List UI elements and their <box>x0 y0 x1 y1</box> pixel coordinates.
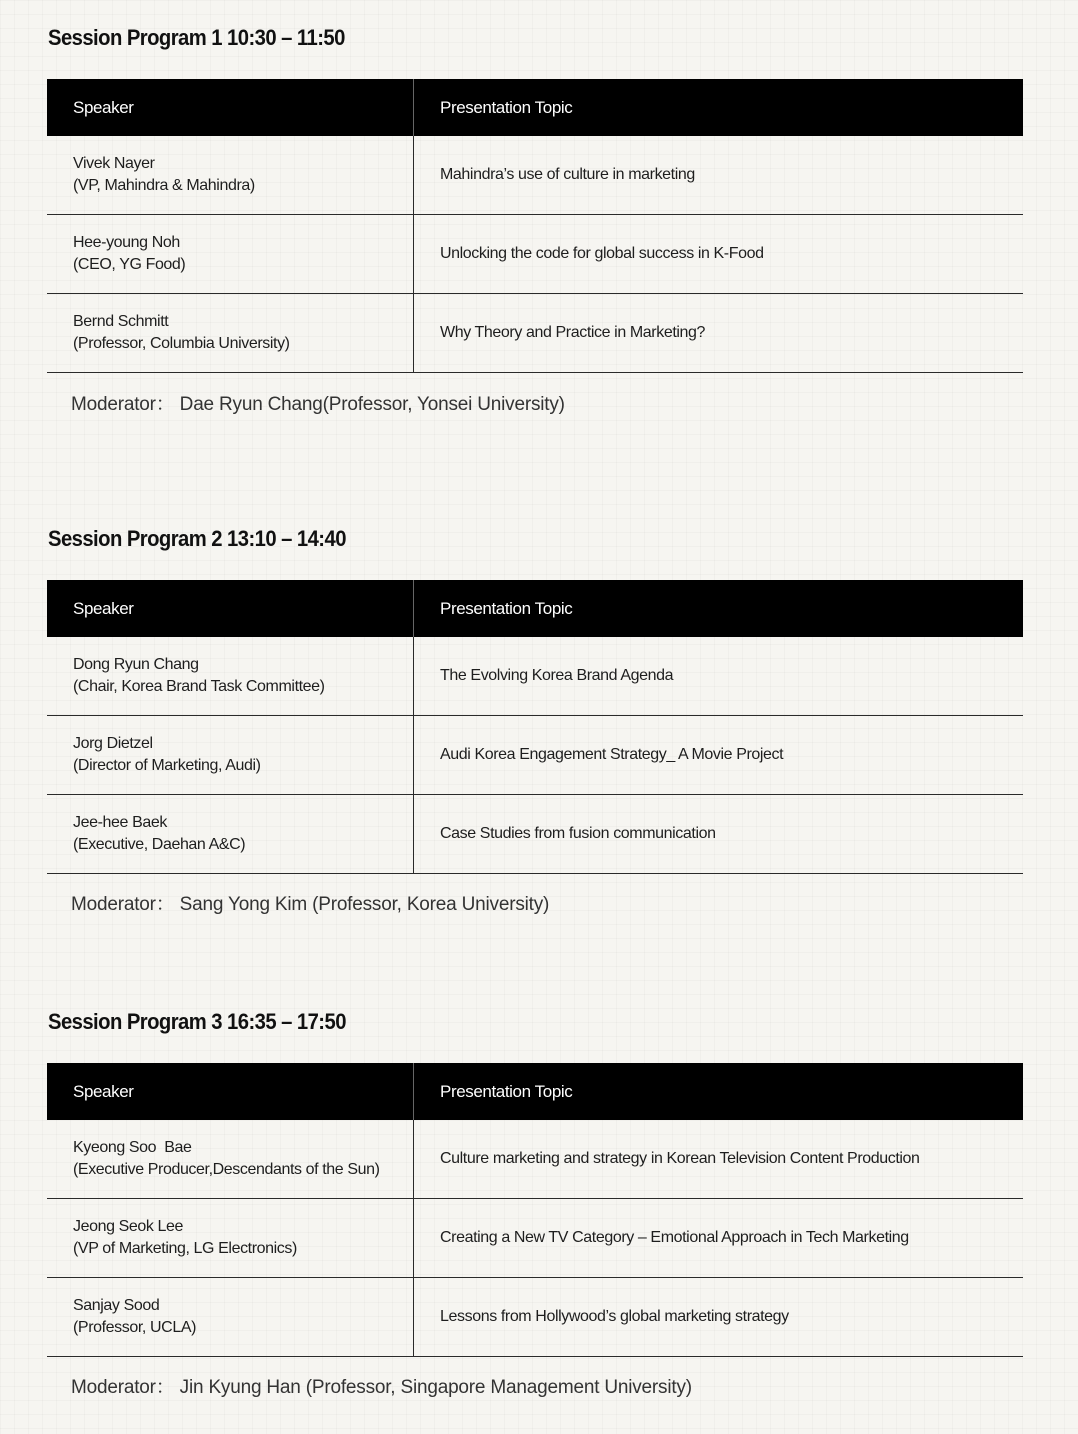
topic-cell: Creating a New TV Category – Emotional Approach in Tech Marketing <box>440 1229 909 1246</box>
speaker-affiliation: (Professor, UCLA) <box>73 1319 197 1336</box>
topic-cell: Lessons from Hollywood’s global marketing strategy <box>440 1308 789 1325</box>
topic-cell: Case Studies from fusion communication <box>440 825 716 842</box>
speaker-name: Jee-hee Baek <box>73 814 167 831</box>
speaker-affiliation: (VP of Marketing, LG Electronics) <box>73 1240 297 1257</box>
speaker-name: Sanjay Sood <box>73 1297 160 1314</box>
speaker-cell <box>47 1199 414 1277</box>
topic-column-header: Presentation Topic <box>440 598 573 618</box>
table-row <box>47 1120 1023 1199</box>
speaker-affiliation: (Chair, Korea Brand Task Committee) <box>73 678 325 695</box>
speaker-affiliation: (Executive Producer,Descendants of the Sun) <box>73 1161 380 1178</box>
speaker-cell <box>47 1278 414 1356</box>
topic-cell: Unlocking the code for global success in K-Food <box>440 245 764 262</box>
session-title: Session Program 1 10:30 – 11:50 <box>48 25 345 50</box>
topic-cell: Audi Korea Engagement Strategy_ A Movie Project <box>440 746 784 763</box>
topic-cell: Culture marketing and strategy in Korean Television Content Production <box>440 1150 920 1167</box>
table-row <box>47 215 1023 294</box>
speaker-affiliation: (CEO, YG Food) <box>73 256 186 273</box>
speaker-name: Bernd Schmitt <box>73 313 169 330</box>
topic-cell: The Evolving Korea Brand Agenda <box>440 667 674 684</box>
table-row <box>47 1199 1023 1278</box>
table-row <box>47 637 1023 716</box>
topic-cell: Mahindra’s use of culture in marketing <box>440 166 695 183</box>
topic-column-header: Presentation Topic <box>440 1081 573 1101</box>
table-header <box>47 580 1023 637</box>
table-row <box>47 136 1023 215</box>
speaker-name: Jorg Dietzel <box>73 735 153 752</box>
speaker-affiliation: (Professor, Columbia University) <box>73 335 290 352</box>
speaker-cell <box>47 716 414 794</box>
moderator-line: Moderator： Sang Yong Kim (Professor, Korea University) <box>71 894 550 915</box>
session-table <box>47 1063 1023 1357</box>
moderator-line: Moderator： Dae Ryun Chang(Professor, Yonsei University) <box>71 394 565 415</box>
speaker-cell <box>47 294 414 372</box>
topic-cell: Why Theory and Practice in Marketing? <box>440 324 706 341</box>
speaker-cell <box>47 215 414 293</box>
speaker-cell <box>47 136 414 214</box>
table-header <box>47 79 1023 136</box>
speaker-name: Dong Ryun Chang <box>73 656 199 673</box>
speaker-affiliation: (Director of Marketing, Audi) <box>73 757 261 774</box>
session-title: Session Program 2 13:10 – 14:40 <box>48 526 346 551</box>
speaker-column-header: Speaker <box>47 79 414 136</box>
speaker-column-header: Speaker <box>47 1063 414 1120</box>
table-row <box>47 716 1023 795</box>
moderator-line: Moderator： Jin Kyung Han (Professor, Singapore Management University) <box>71 1377 692 1398</box>
session-table <box>47 580 1023 874</box>
speaker-cell <box>47 1120 414 1198</box>
speaker-cell <box>47 637 414 715</box>
session-title: Session Program 3 16:35 – 17:50 <box>48 1009 346 1034</box>
speaker-name: Hee-young Noh <box>73 234 180 251</box>
table-row <box>47 795 1023 874</box>
topic-column-header: Presentation Topic <box>440 97 573 117</box>
speaker-name: Jeong Seok Lee <box>73 1218 184 1235</box>
table-header <box>47 1063 1023 1120</box>
speaker-name: Kyeong Soo Bae <box>73 1139 192 1156</box>
speaker-column-header: Speaker <box>47 580 414 637</box>
table-row <box>47 294 1023 373</box>
speaker-name: Vivek Nayer <box>73 155 155 172</box>
session-table <box>47 79 1023 373</box>
speaker-cell <box>47 795 414 873</box>
speaker-affiliation: (VP, Mahindra & Mahindra) <box>73 177 255 194</box>
table-row <box>47 1278 1023 1357</box>
speaker-affiliation: (Executive, Daehan A&C) <box>73 836 246 853</box>
